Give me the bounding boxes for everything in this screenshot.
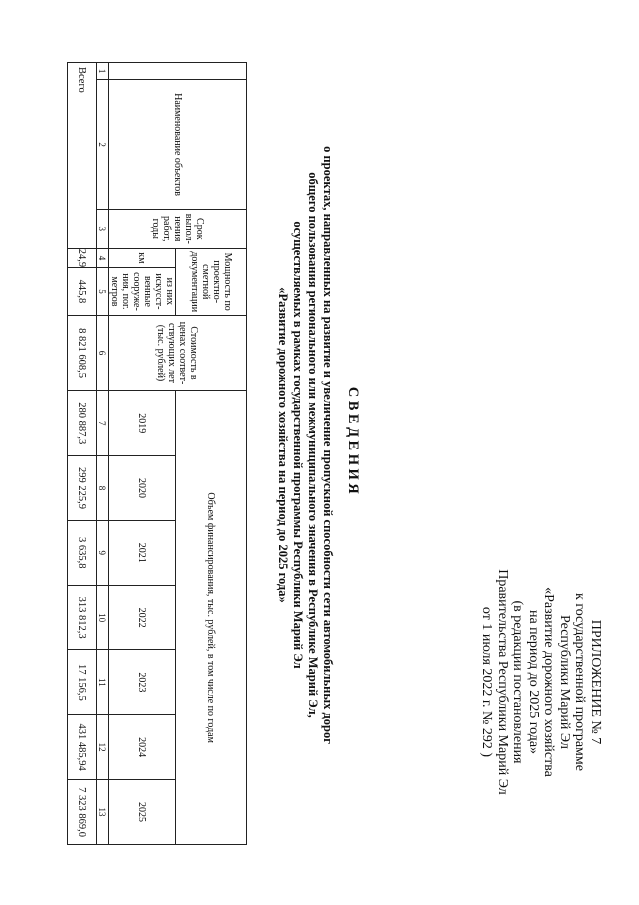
column-number: 9: [97, 520, 109, 585]
total-structures: 445,8: [68, 268, 97, 316]
table-row-total: [68, 63, 97, 845]
header-year: 2019: [109, 391, 176, 456]
header-year: 2025: [109, 780, 176, 845]
total-year-value: 280 887,3: [68, 391, 97, 456]
column-number: 5: [97, 268, 109, 316]
column-number: 7: [97, 391, 109, 456]
column-number: 1: [97, 63, 109, 80]
header-year: 2021: [109, 520, 176, 585]
column-number: 3: [97, 209, 109, 248]
appendix-line: к государственной программе: [572, 593, 588, 771]
header-structures: из них искусст-венные сооруже-ния, пог. метров: [109, 268, 176, 316]
subtitle-line: о проектах, направленных на развитие и увеличение пропускной способности сети автомобильных дорог: [321, 146, 335, 744]
total-year-value: 431 485,94: [68, 715, 97, 780]
column-number: 4: [97, 248, 109, 267]
header-km: км: [109, 248, 176, 267]
total-year-value: 299 225,9: [68, 456, 97, 521]
appendix-line: от 1 июля 2022 г. № 292 ): [479, 606, 495, 758]
document-title: СВЕДЕНИЯ: [345, 386, 361, 498]
projects-table: [67, 62, 247, 845]
column-number: 11: [97, 650, 109, 715]
header-year: 2023: [109, 650, 176, 715]
total-label: Всего: [68, 63, 97, 249]
column-number: 12: [97, 715, 109, 780]
header-capacity-group: Мощность по проектно-сметной документации: [176, 248, 247, 315]
subtitle-line: общего пользования регионального или межмуниципального значения в Республике Марий Эл,: [306, 172, 320, 718]
header-cost: Стоимость в ценах соответ-ствующих лет (тыс. рублей): [109, 315, 247, 391]
total-km: 24,9: [68, 248, 97, 267]
total-year-value: 3 635,8: [68, 520, 97, 585]
header-index: [109, 63, 247, 80]
appendix-block: [479, 482, 603, 882]
column-number: 6: [97, 315, 109, 391]
appendix-line: «Развитие дорожного хозяйства: [541, 587, 557, 777]
appendix-line: ПРИЛОЖЕНИЕ № 7: [588, 619, 603, 745]
appendix-line: на период до 2025 года»: [526, 609, 541, 755]
column-number: 8: [97, 456, 109, 521]
document-subtitle: [275, 20, 335, 870]
total-year-value: 17 156,5: [68, 650, 97, 715]
subtitle-line: осуществляемых в рамках государственной программы Республики Марий Эл: [291, 221, 305, 669]
header-term: Срок выпол-нения работ, годы: [109, 209, 247, 248]
column-number: 2: [97, 80, 109, 210]
total-cost: 8 821 608,5: [68, 315, 97, 391]
header-year: 2020: [109, 456, 176, 521]
column-number: 10: [97, 585, 109, 650]
header-name: Наименование объектов: [109, 80, 247, 210]
appendix-line: (в редакции постановления: [510, 600, 526, 764]
column-number: 13: [97, 780, 109, 845]
total-year-value: 7 323 869,0: [68, 780, 97, 845]
header-year: 2022: [109, 585, 176, 650]
appendix-line: Республики Марий Эл: [557, 615, 572, 749]
total-year-value: 313 812,3: [68, 585, 97, 650]
subtitle-line: «Развитие дорожного хозяйства на период до 2025 года»: [276, 287, 290, 603]
header-year: 2024: [109, 715, 176, 780]
appendix-line: Правительства Республики Марий Эл: [495, 569, 510, 795]
header-funding-group: Объем финансирования, тыс. рублей, в том числе по годам: [176, 391, 247, 845]
